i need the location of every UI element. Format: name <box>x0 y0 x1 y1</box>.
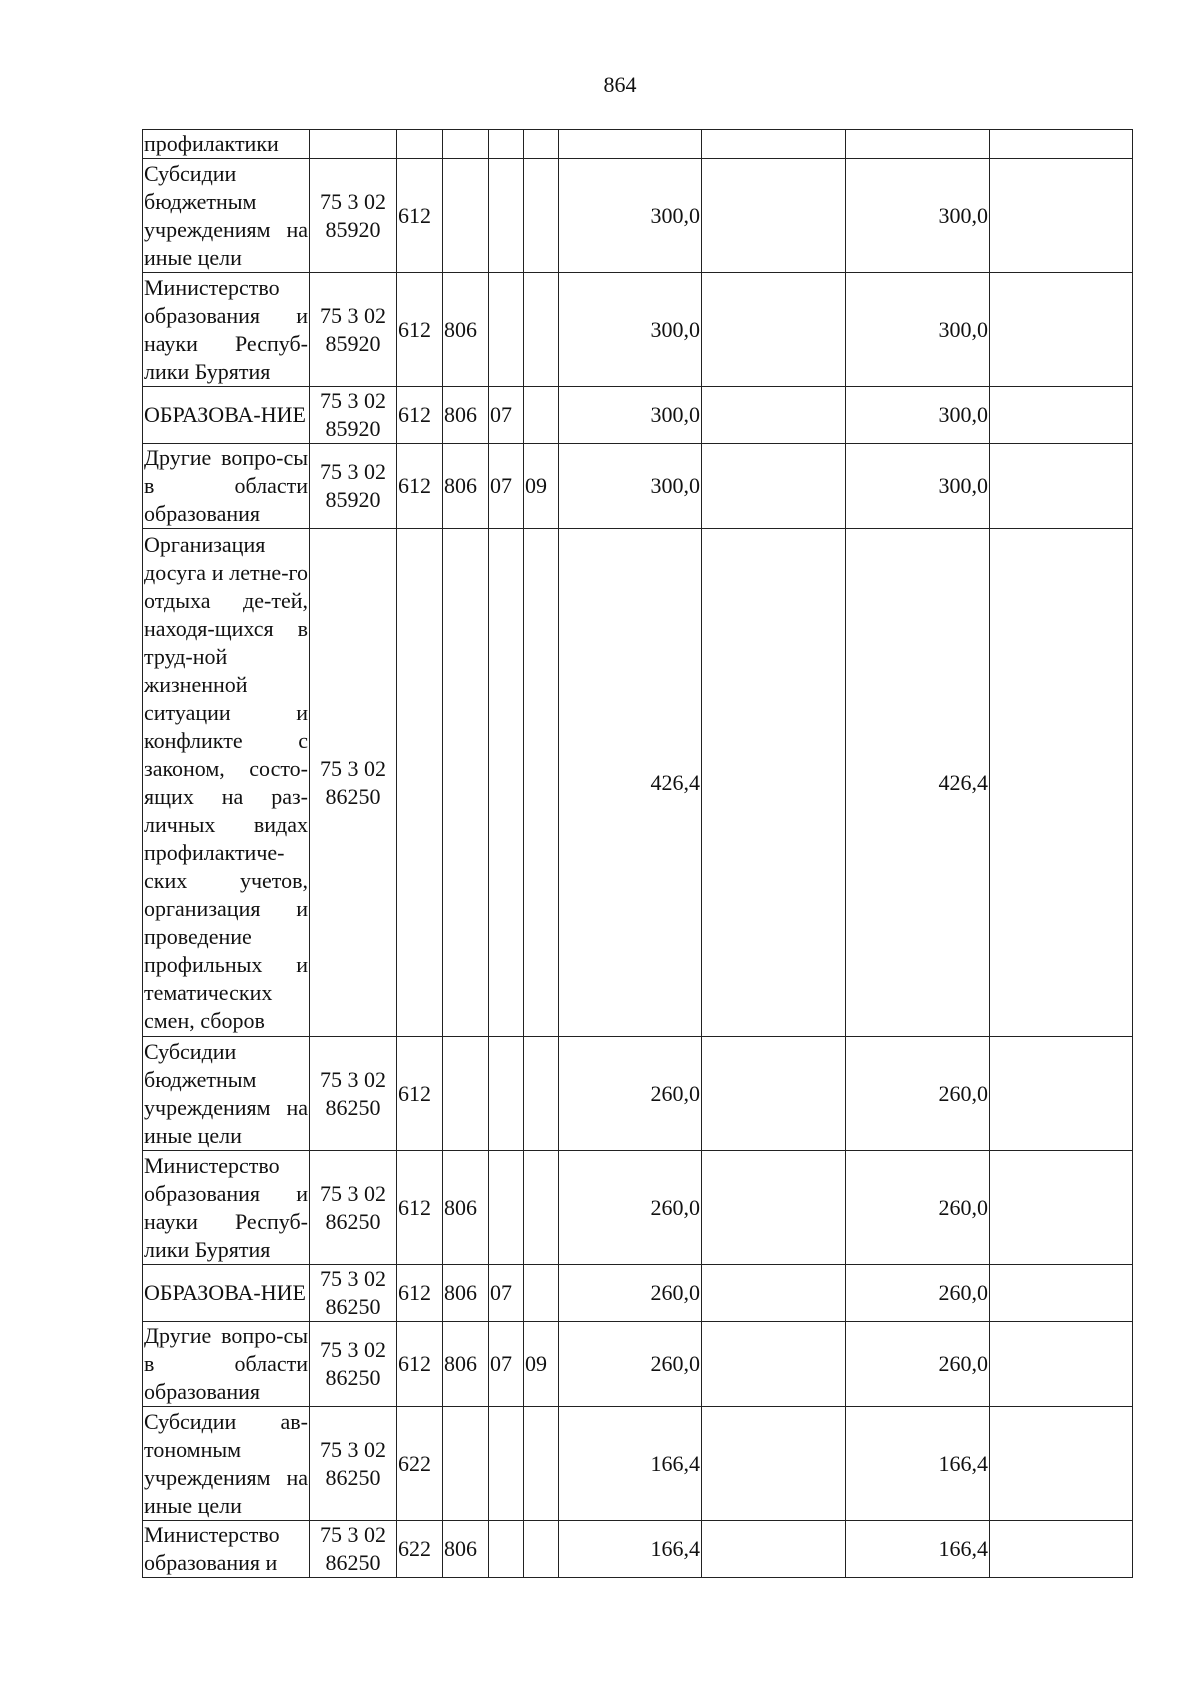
row-name: Другие вопро-сы в области образования <box>143 444 310 529</box>
row-target-article <box>310 130 397 159</box>
row-amount-total: 300,0 <box>846 159 990 273</box>
row-blank-column <box>990 1037 1133 1151</box>
row-name: Министерство образования и науки Респуб-лики Бурятия <box>143 1151 310 1265</box>
row-expense-type: 622 <box>397 1521 443 1578</box>
row-section: 07 <box>489 444 524 529</box>
row-blank-column <box>702 1521 846 1578</box>
row-blank-column <box>702 444 846 529</box>
row-blank-column <box>990 1407 1133 1521</box>
row-expense-type: 612 <box>397 273 443 387</box>
row-admin-code: 806 <box>443 1521 489 1578</box>
row-admin-code <box>443 130 489 159</box>
budget-table <box>142 129 1133 1578</box>
row-subsection <box>524 130 559 159</box>
row-amount: 300,0 <box>559 159 702 273</box>
row-blank-column <box>990 387 1133 444</box>
row-amount <box>559 130 702 159</box>
row-target-article: 75 3 02 86250 <box>310 1322 397 1407</box>
row-target-article: 75 3 02 85920 <box>310 159 397 273</box>
row-section: 07 <box>489 1265 524 1322</box>
row-name: профилактики <box>143 130 310 159</box>
row-blank-column <box>990 1151 1133 1265</box>
table-row <box>143 1151 1133 1265</box>
row-subsection <box>524 387 559 444</box>
table-row <box>143 1322 1133 1407</box>
row-section <box>489 529 524 1037</box>
row-section <box>489 1407 524 1521</box>
row-expense-type: 612 <box>397 159 443 273</box>
row-section <box>489 130 524 159</box>
row-amount: 300,0 <box>559 273 702 387</box>
row-amount-total: 260,0 <box>846 1265 990 1322</box>
row-name: Субсидии бюджетным учреждениям на иные цели <box>143 1037 310 1151</box>
table-row <box>143 273 1133 387</box>
row-target-article: 75 3 02 86250 <box>310 1151 397 1265</box>
row-blank-column <box>702 1037 846 1151</box>
row-amount: 166,4 <box>559 1407 702 1521</box>
row-blank-column <box>990 1521 1133 1578</box>
table-row <box>143 1407 1133 1521</box>
row-target-article: 75 3 02 86250 <box>310 1521 397 1578</box>
row-section: 07 <box>489 387 524 444</box>
row-expense-type: 612 <box>397 1322 443 1407</box>
row-subsection <box>524 1265 559 1322</box>
row-amount-total: 300,0 <box>846 387 990 444</box>
row-blank-column <box>702 1151 846 1265</box>
row-section <box>489 273 524 387</box>
row-name: ОБРАЗОВА-НИЕ <box>143 1265 310 1322</box>
row-amount-total: 260,0 <box>846 1151 990 1265</box>
row-target-article: 75 3 02 86250 <box>310 529 397 1037</box>
page-number: 864 <box>603 72 637 97</box>
row-expense-type: 612 <box>397 1151 443 1265</box>
row-target-article: 75 3 02 85920 <box>310 273 397 387</box>
row-amount-total: 300,0 <box>846 444 990 529</box>
row-blank-column <box>702 273 846 387</box>
row-expense-type <box>397 529 443 1037</box>
row-admin-code <box>443 159 489 273</box>
row-target-article: 75 3 02 86250 <box>310 1037 397 1151</box>
row-subsection <box>524 159 559 273</box>
row-expense-type: 612 <box>397 1037 443 1151</box>
row-amount: 260,0 <box>559 1322 702 1407</box>
row-amount: 260,0 <box>559 1151 702 1265</box>
row-blank-column <box>702 1407 846 1521</box>
row-subsection <box>524 1407 559 1521</box>
row-admin-code: 806 <box>443 1151 489 1265</box>
row-blank-column <box>990 1322 1133 1407</box>
row-expense-type <box>397 130 443 159</box>
row-subsection <box>524 529 559 1037</box>
row-target-article: 75 3 02 85920 <box>310 387 397 444</box>
row-subsection <box>524 1521 559 1578</box>
row-name: ОБРАЗОВА-НИЕ <box>143 387 310 444</box>
row-amount: 300,0 <box>559 387 702 444</box>
row-admin-code <box>443 1407 489 1521</box>
row-section: 07 <box>489 1322 524 1407</box>
table-row <box>143 130 1133 159</box>
row-subsection: 09 <box>524 444 559 529</box>
row-admin-code: 806 <box>443 444 489 529</box>
row-blank-column <box>990 130 1133 159</box>
row-target-article: 75 3 02 86250 <box>310 1407 397 1521</box>
row-name: Субсидии бюджетным учреждениям на иные цели <box>143 159 310 273</box>
table-row <box>143 1037 1133 1151</box>
row-target-article: 75 3 02 86250 <box>310 1265 397 1322</box>
row-subsection <box>524 273 559 387</box>
row-name: Субсидии ав-тономным учреждениям на иные цели <box>143 1407 310 1521</box>
row-blank-column <box>702 159 846 273</box>
table-body <box>143 130 1133 1578</box>
row-name: Другие вопро-сы в области образования <box>143 1322 310 1407</box>
row-name: Организация досуга и летне-го отдыха де-тей, находя-щихся в труд-ной жизненной ситуации и конфликте с законом, состо-ящих на раз-личных видах профилактиче-ских учетов, организация и проведение профильных и тематических смен, сборов <box>143 529 310 1037</box>
row-amount-total: 300,0 <box>846 273 990 387</box>
row-blank-column <box>702 387 846 444</box>
row-admin-code: 806 <box>443 387 489 444</box>
row-target-article: 75 3 02 85920 <box>310 444 397 529</box>
row-section <box>489 1151 524 1265</box>
row-blank-column <box>702 529 846 1037</box>
row-admin-code <box>443 529 489 1037</box>
row-amount-total: 166,4 <box>846 1521 990 1578</box>
table-row <box>143 387 1133 444</box>
row-amount: 426,4 <box>559 529 702 1037</box>
row-section <box>489 1521 524 1578</box>
row-subsection: 09 <box>524 1322 559 1407</box>
row-amount: 260,0 <box>559 1265 702 1322</box>
row-blank-column <box>990 529 1133 1037</box>
row-amount-total: 260,0 <box>846 1037 990 1151</box>
row-blank-column <box>702 130 846 159</box>
row-subsection <box>524 1037 559 1151</box>
table-row <box>143 444 1133 529</box>
row-amount-total: 426,4 <box>846 529 990 1037</box>
row-amount: 300,0 <box>559 444 702 529</box>
row-amount-total: 166,4 <box>846 1407 990 1521</box>
row-amount-total: 260,0 <box>846 1322 990 1407</box>
row-section <box>489 1037 524 1151</box>
row-amount: 166,4 <box>559 1521 702 1578</box>
row-blank-column <box>990 159 1133 273</box>
row-amount: 260,0 <box>559 1037 702 1151</box>
row-blank-column <box>990 1265 1133 1322</box>
row-expense-type: 622 <box>397 1407 443 1521</box>
row-name: Министерство образования и науки Респуб-лики Бурятия <box>143 273 310 387</box>
row-expense-type: 612 <box>397 1265 443 1322</box>
row-admin-code: 806 <box>443 1322 489 1407</box>
table-row <box>143 1521 1133 1578</box>
row-section <box>489 159 524 273</box>
row-blank-column <box>990 444 1133 529</box>
table-row <box>143 1265 1133 1322</box>
row-subsection <box>524 1151 559 1265</box>
row-expense-type: 612 <box>397 444 443 529</box>
row-blank-column <box>990 273 1133 387</box>
row-admin-code: 806 <box>443 1265 489 1322</box>
row-name: Министерство образования и <box>143 1521 310 1578</box>
row-admin-code: 806 <box>443 273 489 387</box>
row-blank-column <box>702 1265 846 1322</box>
table-row <box>143 159 1133 273</box>
table-row <box>143 529 1133 1037</box>
row-admin-code <box>443 1037 489 1151</box>
row-blank-column <box>702 1322 846 1407</box>
row-expense-type: 612 <box>397 387 443 444</box>
row-amount-total <box>846 130 990 159</box>
